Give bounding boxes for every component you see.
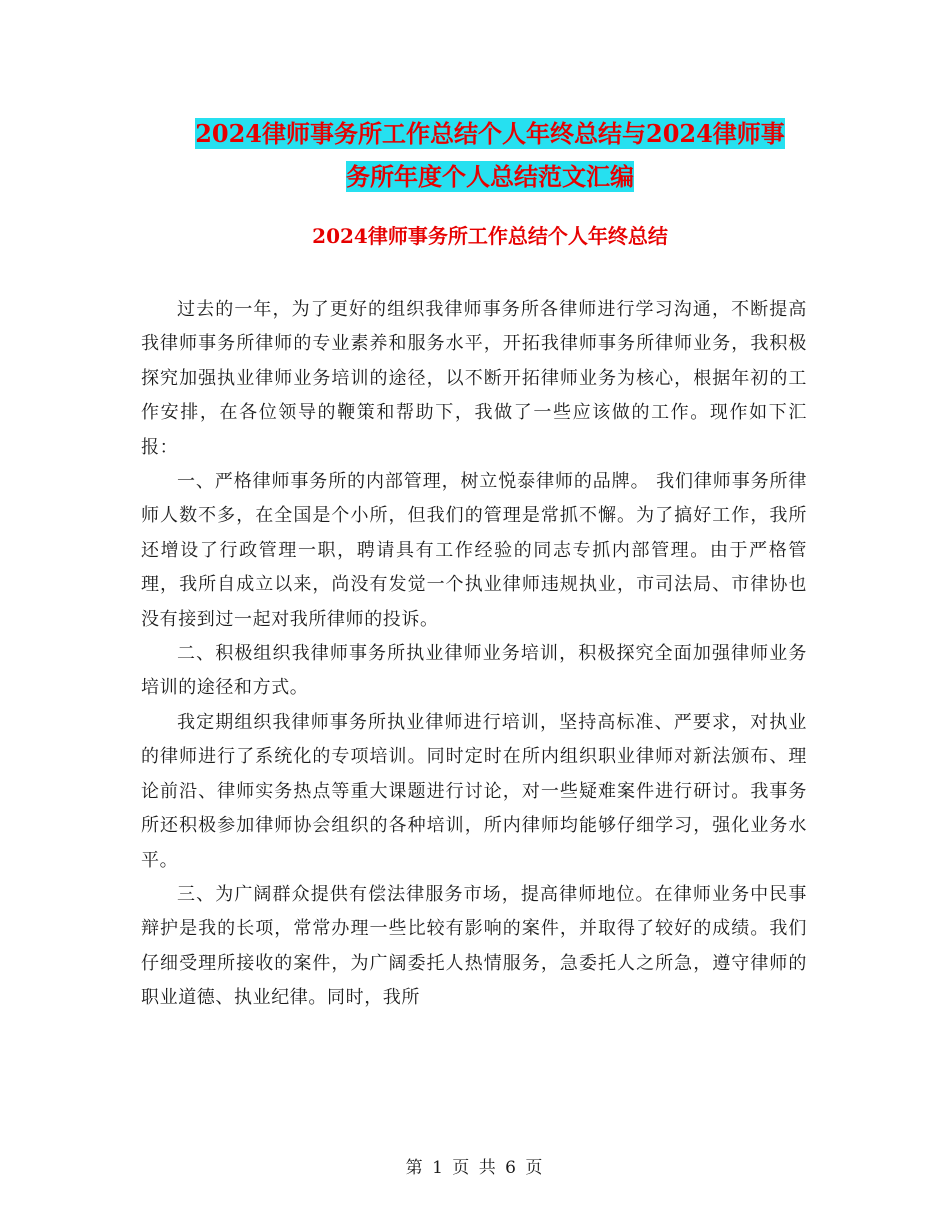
paragraph-point-2: 二、积极组织我律师事务所执业律师业务培训，积极探究全面加强律师业务培训的途径和方式。 [141, 643, 807, 699]
document-title-line-2: 务所年度个人总结范文汇编 [346, 162, 634, 191]
document-title [140, 112, 840, 198]
paragraph-intro: 过去的一年，为了更好的组织我律师事务所各律师进行学习沟通，不断提高我律师事务所律师的专业素养和服务水平，开拓我律师事务所律师业务，我积极探究加强执业律师业务培训的途径，以不断开拓律师业务为核心，根据年初的工作安排，在各位领导的鞭策和帮助下，我做了一些应该做的工作。现作如下汇报： [141, 299, 807, 458]
document-title-line-1: 2024律师事务所工作总结个人年终总结与2024律师事 [195, 119, 785, 148]
paragraph-training: 我定期组织我律师事务所执业律师进行培训，坚持高标准、严要求，对执业的律师进行了系统化的专项培训。同时定时在所内组织职业律师对新法颁布、理论前沿、律师实务热点等重大课题进行讨论，对一些疑难案件进行研讨。我事务所还积极参加律师协会组织的各种培训，所内律师均能够仔细学习，强化业务水平。 [141, 711, 807, 871]
paragraph-point-3: 三、为广阔群众提供有偿法律服务市场，提高律师地位。在律师业务中民事辩护是我的长项，常常办理一些比较有影响的案件，并取得了较好的成绩。我们仔细受理所接收的案件，为广阔委托人热情服务，急委托人之所急，遵守律师的职业道德、执业纪律。同时，我所 [141, 883, 807, 1009]
section-title: 2024律师事务所工作总结个人年终总结 [312, 224, 668, 248]
document-body [141, 293, 807, 1016]
paragraph-point-1: 一、严格律师事务所的内部管理，树立悦泰律师的品牌。 我们律师事务所律师人数不多，在全国是个小所，但我们的管理是常抓不懈。为了搞好工作，我所还增设了行政管理一职，聘请具有工作经验的同志专抓内部管理。由于严格管理，我所自成立以来，尚没有发觉一个执业律师违规执业，市司法局、市律协也没有接到过一起对我所律师的投诉。 [141, 471, 807, 630]
page-number-footer: 第 1 页 共 6 页 [405, 1158, 545, 1178]
